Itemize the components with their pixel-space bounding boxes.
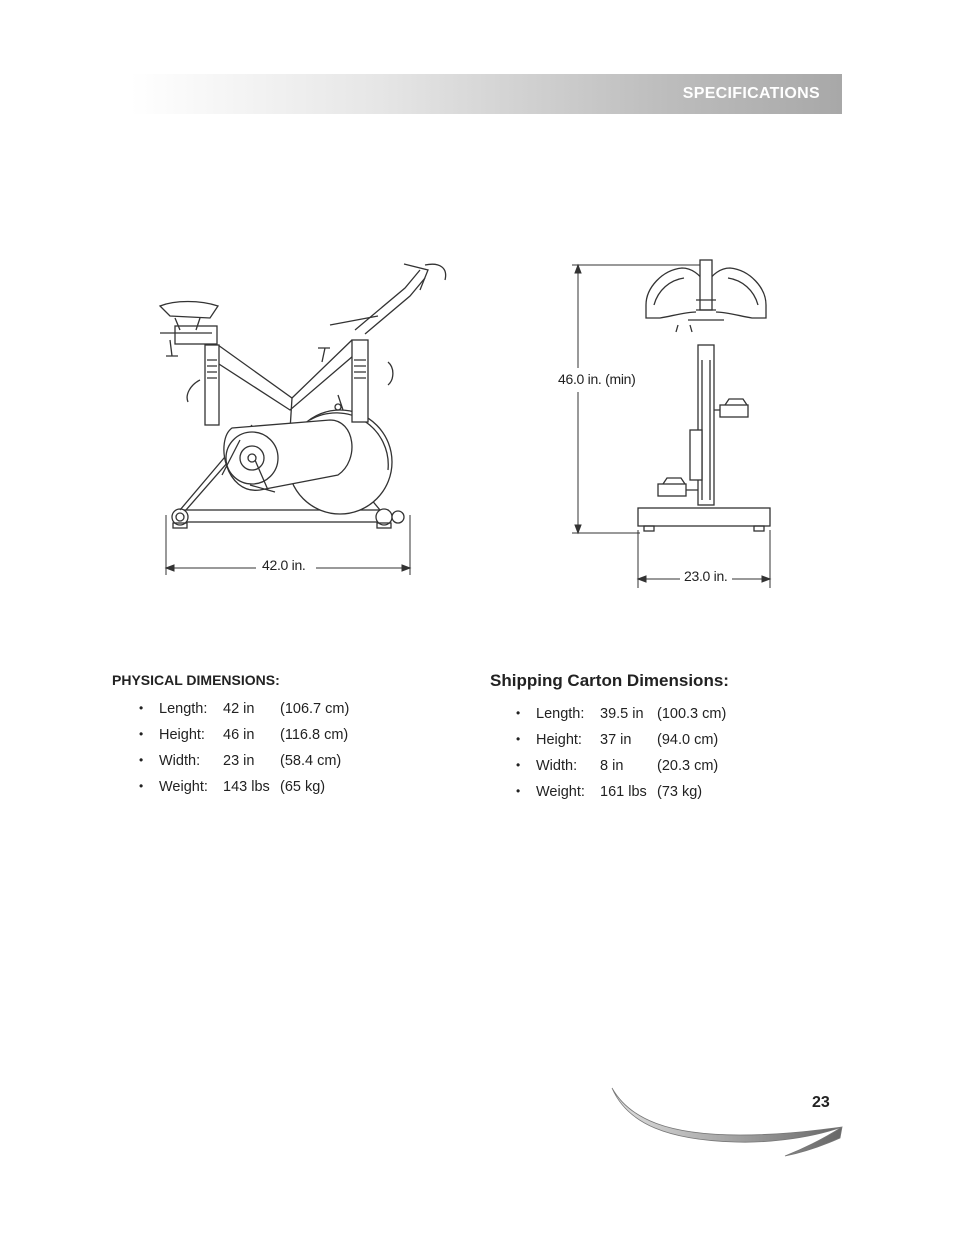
- physical-dimensions-list: [139, 701, 349, 805]
- header-title: SPECIFICATIONS: [682, 85, 820, 102]
- front-height-label: 46.0 in. (min): [558, 371, 636, 387]
- page-number: 23: [812, 1094, 830, 1111]
- list-item: • Weight: 161 lbs (73 kg): [516, 784, 726, 810]
- list-item: • Weight: 143 lbs (65 kg): [139, 779, 349, 805]
- shipping-dimensions-title: Shipping Carton Dimensions:: [490, 671, 729, 690]
- front-view-bike: [638, 260, 770, 531]
- side-length-label: 42.0 in.: [262, 557, 306, 573]
- side-view-bike: [160, 264, 446, 528]
- list-item: • Width: 8 in (20.3 cm): [516, 758, 726, 784]
- physical-dimensions-title: PHYSICAL DIMENSIONS:: [112, 672, 280, 688]
- shipping-dimensions-list: [516, 706, 726, 810]
- list-item: • Length: 39.5 in (100.3 cm): [516, 706, 726, 732]
- list-item: • Height: 46 in (116.8 cm): [139, 727, 349, 753]
- list-item: • Height: 37 in (94.0 cm): [516, 732, 726, 758]
- front-width-label: 23.0 in.: [684, 568, 728, 584]
- list-item: • Length: 42 in (106.7 cm): [139, 701, 349, 727]
- swoosh-logo-icon: [600, 1080, 850, 1165]
- list-item: • Width: 23 in (58.4 cm): [139, 753, 349, 779]
